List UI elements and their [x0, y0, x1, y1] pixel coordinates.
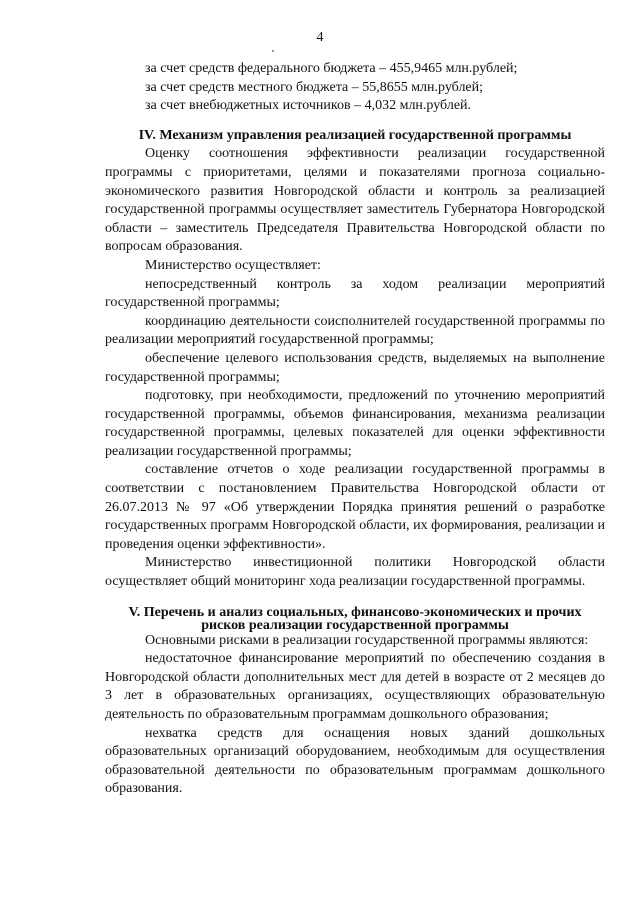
section-4-list-item: подготовку, при необходимости, предложений по уточнению мероприятий государственной программы, объемов финансирования, механизма реализации государственной программы, целевых показателей для оценки эффективности реализации государственной программы;: [105, 388, 605, 459]
section-4-list-item: составление отчетов о ходе реализации государственной программы в соответствии с постановлением Правительства Новгородской области от 26.07.2013 № 97 «Об утверждении Порядка принятия решений о разработке государственных программ Новгородской области, их формирования, реализации и проведения оценки эффективности».: [105, 462, 605, 552]
section-5-heading: V. Перечень и анализ социальных, финансово-экономических и прочих рисков реализации государственной программы: [128, 604, 582, 633]
section-4-paragraph: Министерство инвестиционной политики Новгородской области осуществляет общий мониторинг хода реализации государственной программы.: [105, 555, 605, 590]
page-number: 4: [316, 30, 324, 45]
section-4-list-item: непосредственный контроль за ходом реализации мероприятий государственной программы;: [105, 276, 605, 311]
document-body: [105, 60, 605, 799]
section-4-list-item: обеспечение целевого использования средств, выделяемых на выполнение государственной программы;: [105, 350, 605, 385]
section-4-paragraph: Оценку соотношения эффективности реализации государственной программы с приоритетами, целями и показателями прогноза социально-экономического развития Новгородской области и контроль за реализацией государственной программы осуществляет заместитель Губернатора Новгородской области – заместитель Председателя Правительства Новгородской области по вопросам образования.: [105, 146, 605, 255]
funding-local-line: за счет средств местного бюджета – 55,8655 млн.рублей;: [145, 79, 484, 95]
section-4-paragraph: Министерство осуществляет:: [145, 257, 321, 273]
section-4-list-item: координацию деятельности соисполнителей государственной программы по реализации мероприятий государственной программы;: [105, 313, 605, 348]
scan-speck: [272, 50, 274, 52]
funding-federal-line: за счет средств федерального бюджета – 455,9465 млн.рублей;: [145, 61, 518, 76]
funding-extrabudget-line: за счет внебюджетных источников – 4,032 млн.рублей.: [145, 98, 472, 114]
section-5-list-item: нехватка средств для оснащения новых зданий дошкольных образовательных организаций оборудованием, необходимым для осуществления образовательной деятельности по образовательным программам дошкольного образования.: [105, 725, 605, 797]
section-5-paragraph: Основными рисками в реализации государственной программы являются:: [145, 632, 589, 648]
section-4-heading: IV. Механизм управления реализацией государственной программы: [138, 127, 572, 143]
section-5-list-item: недостаточное финансирование мероприятий по обеспечению создания в Новгородской области дополнительных мест для детей в возрасте от 2 месяцев до 3 лет в образовательных организациях, осуществляющих образовательную деятельность по образовательным программам дошкольного образования;: [105, 651, 605, 722]
